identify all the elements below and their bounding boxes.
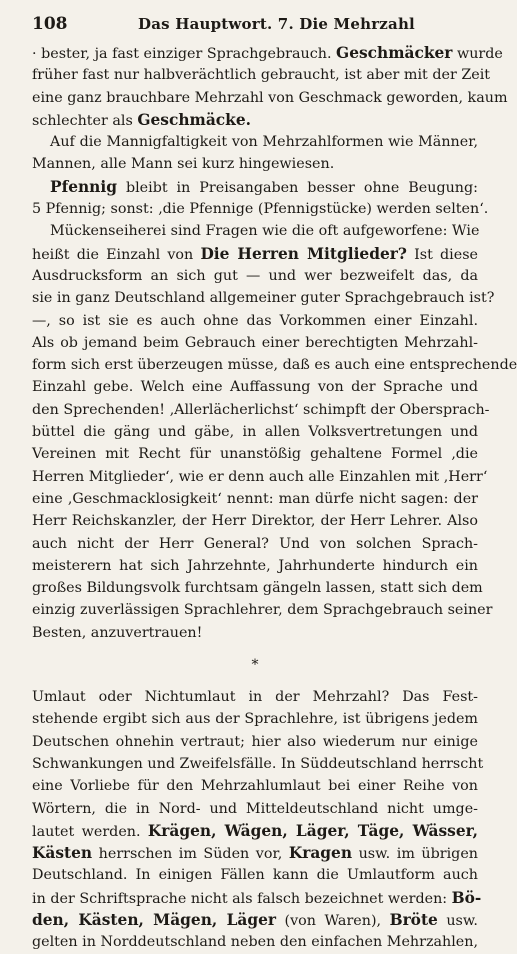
text-run: großes Bildungsvolk furchtsam gängeln lassen, statt sich dem [32, 580, 483, 597]
emphasized-term: Geschmäcker [336, 44, 453, 62]
text-run: Wörtern, die in Nord- und Mitteldeutschland nicht umge- [32, 800, 478, 817]
text-line [32, 599, 493, 621]
text-line [32, 42, 503, 64]
text-line [32, 176, 478, 198]
text-run: Herren Mitglieder‘, wie er denn auch alle Einzahlen mit ‚Herr‘ [32, 468, 488, 485]
text-line [32, 798, 478, 820]
text-line [32, 243, 478, 265]
emphasized-term: Die Herren Mitglieder? [200, 244, 407, 263]
text-line [32, 864, 478, 886]
text-line [32, 376, 478, 398]
page-number: 108 [32, 14, 68, 34]
text-line [32, 753, 484, 775]
text-line [32, 87, 508, 109]
paragraphs-block-1 [32, 42, 517, 644]
text-line [32, 265, 478, 287]
text-line [32, 488, 478, 510]
text-line [32, 109, 478, 131]
text-run: Besten, anzuvertrauen! [32, 624, 203, 641]
emphasized-term: Bö- [451, 888, 482, 907]
text-run: usw. [437, 912, 478, 929]
text-run: Auf die Mannigfaltigkeit von Mehrzahlformen wie Männer, [50, 134, 478, 151]
text-run: meisterern hat sich Jahrzehnte, Jahrhunderte hindurch ein [32, 557, 478, 574]
text-run: · bester, ja fast einziger Sprachgebrauch. [32, 46, 337, 62]
text-line [32, 399, 490, 421]
text-run: auch nicht der Herr General? Und von solchen Sprach- [32, 535, 478, 552]
text-run: Einzahl gebe. Welch eine Auffassung von der Sprache und [32, 379, 478, 396]
text-run: usw. im übrigen [352, 846, 478, 863]
text-run: einzig zuverlässigen Sprachlehrer, dem Sprachgebrauch seiner [32, 602, 493, 619]
text-line [32, 198, 489, 220]
text-line [32, 775, 478, 797]
text-run: sie in ganz Deutschland allgemeiner guter Sprachgebrauch ist? [32, 290, 495, 307]
emphasized-term: Krägen, Wägen, Läger, Täge, Wässer, [147, 821, 478, 840]
text-line [32, 220, 478, 242]
text-line [32, 443, 478, 465]
text-line [32, 708, 478, 730]
text-line [32, 354, 517, 376]
text-run: Mückenseiherei sind Fragen wie die oft aufgeworfene: Wie [50, 223, 480, 240]
text-run: in der Schriftsprache nicht als falsch bezeichnet werden: [32, 890, 452, 907]
text-line [32, 842, 478, 864]
text-run: Deutschland. In einigen Fällen kann die Umlautform auch [32, 867, 478, 884]
text-line [32, 931, 478, 953]
page-header [32, 14, 478, 42]
text-run: Als ob jemand beim Gebrauch einer berechtigten Mehrzahl- [32, 334, 478, 351]
text-line [32, 533, 478, 555]
text-run: lautet werden. [32, 823, 148, 840]
emphasized-term: den, Kästen, Mägen, Läger [32, 910, 277, 929]
text-run: —, so ist sie es auch ohne das Vorkommen einer Einzahl. [32, 312, 478, 329]
emphasized-term: Kragen [288, 844, 353, 863]
text-run: früher fast nur halbverächtlich gebraucht, ist aber mit der Zeit [32, 67, 491, 84]
text-line [32, 909, 478, 931]
text-run: Herr Reichskanzler, der Herr Direktor, der Herr Lehrer. Also [32, 513, 478, 530]
text-run: heißt die Einzahl von [32, 246, 201, 263]
text-line [32, 153, 478, 175]
text-line [32, 466, 488, 488]
text-line [32, 310, 478, 332]
text-line [32, 131, 478, 153]
text-run: schlechter als [32, 112, 138, 129]
text-run: eine ‚Geschmacklosigkeit‘ nennt: man dürfe nicht sagen: der [32, 490, 478, 507]
text-run: stehende ergibt sich aus der Sprachlehre, ist übrigens jedem [32, 711, 478, 728]
emphasized-term: Kästen [32, 844, 93, 863]
paragraphs-block-2 [32, 686, 484, 954]
text-line [32, 555, 478, 577]
text-run: bleibt in Preisangaben besser ohne Beugung: [116, 179, 478, 196]
text-run: Deutschen ohnehin vertraut; hier also wiederum nur einige [32, 733, 478, 750]
text-run: Mannen, alle Mann sei kurz hingewiesen. [32, 156, 335, 173]
section-separator: * [251, 657, 259, 674]
text-line [32, 622, 478, 644]
emphasized-term: Bröte [389, 910, 438, 929]
text-line [32, 332, 478, 354]
text-line [32, 731, 478, 753]
text-line [32, 686, 478, 708]
running-title: Das Hauptwort. 7. Die Mehrzahl [138, 15, 415, 33]
emphasized-term: Geschmäcke. [137, 110, 251, 129]
text-run: wurde [452, 46, 503, 62]
text-run: Ausdrucksform an sich gut — und wer bezweifelt das, da [32, 267, 478, 284]
text-run: Ist diese [406, 246, 478, 263]
text-run: Vereinen mit Recht für unanstößig gehaltene Formel ‚die [32, 446, 478, 463]
text-run: gelten in Norddeutschland neben den einfachen Mehrzahlen, [32, 934, 478, 951]
text-run: 5 Pfennig; sonst: ‚die Pfennige (Pfennigstücke) werden selten‘. [32, 201, 489, 218]
text-run: büttel die gäng und gäbe, in allen Volksvertretungen und [32, 424, 478, 441]
text-line [32, 577, 483, 599]
emphasized-term: Pfennig [50, 177, 117, 196]
text-run: den Sprechenden! ‚Allerlächerlichst‘ schimpft der Obersprach- [32, 401, 490, 418]
text-run: eine Vorliebe für den Mehrzahlumlaut bei einer Reihe von [32, 778, 478, 795]
text-line [32, 820, 478, 842]
text-run: Schwankungen und Zweifelsfälle. In Süddeutschland herrscht [32, 755, 484, 772]
text-line [32, 64, 491, 86]
text-line [32, 887, 482, 909]
text-run: Umlaut oder Nichtumlaut in der Mehrzahl? Das Fest- [32, 689, 478, 706]
text-line [32, 421, 478, 443]
text-run: form sich erst überzeugen müsse, daß es auch eine entsprechende [32, 357, 517, 374]
text-line [32, 510, 478, 532]
text-run: (von Waren), [276, 912, 390, 929]
text-run: eine ganz brauchbare Mehrzahl von Geschmack geworden, kaum [32, 89, 508, 106]
text-run: herrschen im Süden vor, [92, 846, 289, 863]
text-line [32, 287, 495, 309]
